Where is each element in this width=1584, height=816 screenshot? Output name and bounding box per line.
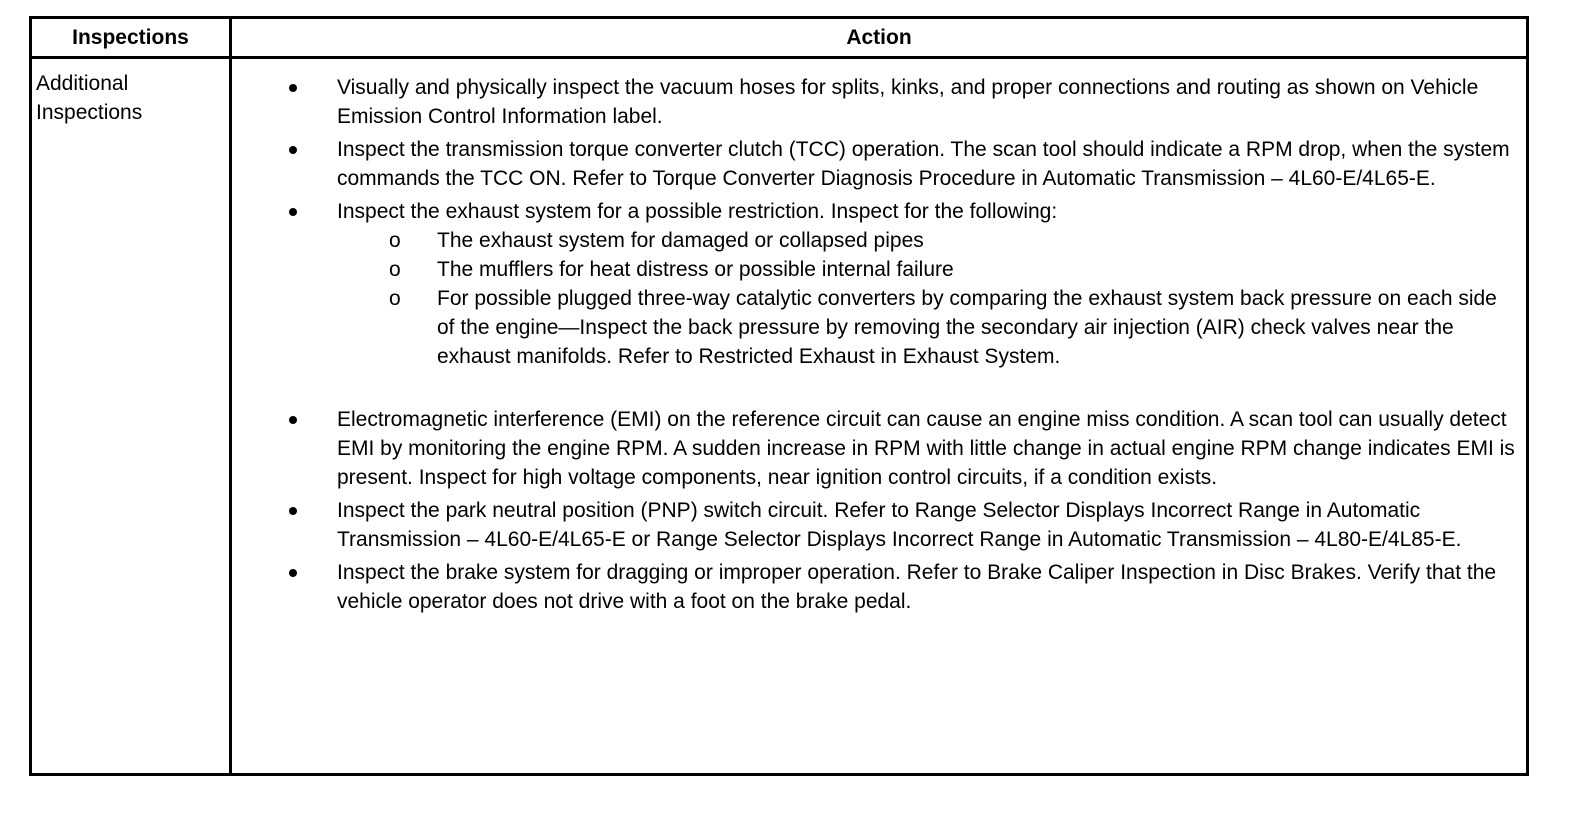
- circle-bullet-icon: o: [389, 229, 401, 252]
- header-inspections: Inspections: [72, 26, 189, 49]
- list-item: [232, 558, 1520, 616]
- list-item-text: Inspect the brake system for dragging or improper operation. Refer to Brake Caliper Inspection in Disc Brakes. Verify that the vehicle operator does not drive with a foot on the brake pedal.: [337, 561, 1497, 613]
- list-item-text: Electromagnetic interference (EMI) on the reference circuit can cause an engine miss condition. A scan tool can usually detect EMI by monitoring the engine RPM. A sudden increase in RPM with little change in actual engine RPM change indicates EMI is present. Inspect for high voltage components, near ignition control circuits, if a condition exists.: [337, 408, 1515, 489]
- list-item-text: Inspect the exhaust system for a possible restriction. Inspect for the following:: [337, 200, 1058, 223]
- circle-bullet-icon: o: [389, 258, 401, 281]
- inspection-table: [29, 16, 1529, 776]
- list-item: [232, 135, 1520, 193]
- sub-list-item: [337, 255, 1520, 284]
- action-list: [232, 73, 1520, 616]
- bullet-icon: [289, 416, 297, 424]
- sub-list-item-text: The exhaust system for damaged or collapsed pipes: [437, 229, 924, 252]
- list-item: [232, 197, 1520, 371]
- bullet-icon: [289, 84, 297, 92]
- inspection-label: Additional Inspections: [36, 72, 143, 124]
- sub-list: [337, 226, 1520, 371]
- bullet-icon: [289, 507, 297, 515]
- sub-list-item-text: For possible plugged three-way catalytic converters by comparing the exhaust system back pressure on each side of the engine—Inspect the back pressure by removing the secondary air injection (AIR) check valves near the exhaust manifolds. Refer to Restricted Exhaust in Exhaust System.: [437, 287, 1497, 368]
- list-item: [232, 405, 1520, 492]
- list-item: [232, 496, 1520, 554]
- table-header-row: [32, 19, 1526, 59]
- bullet-icon: [289, 569, 297, 577]
- list-item-text: Visually and physically inspect the vacuum hoses for splits, kinks, and proper connections and routing as shown on Vehicle Emission Control Information label.: [337, 76, 1479, 128]
- list-item-text: Inspect the transmission torque converter clutch (TCC) operation. The scan tool should indicate a RPM drop, when the system commands the TCC ON. Refer to Torque Converter Diagnosis Procedure in Automatic Transmission – 4L60-E/4L65-E.: [337, 138, 1510, 190]
- sub-list-item: [337, 284, 1520, 371]
- sub-list-item-text: The mufflers for heat distress or possible internal failure: [437, 258, 954, 281]
- bullet-icon: [289, 146, 297, 154]
- bullet-icon: [289, 208, 297, 216]
- list-item: [232, 73, 1520, 131]
- header-action: Action: [846, 26, 912, 49]
- list-item-text: Inspect the park neutral position (PNP) switch circuit. Refer to Range Selector Displays Incorrect Range in Automatic Transmission – 4L60-E/4L65-E or Range Selector Displays Incorrect Range in Automatic Transmission – 4L80-E/4L85-E.: [337, 499, 1462, 551]
- circle-bullet-icon: o: [389, 287, 401, 310]
- action-cell: [232, 73, 1520, 620]
- sub-list-item: [337, 226, 1520, 255]
